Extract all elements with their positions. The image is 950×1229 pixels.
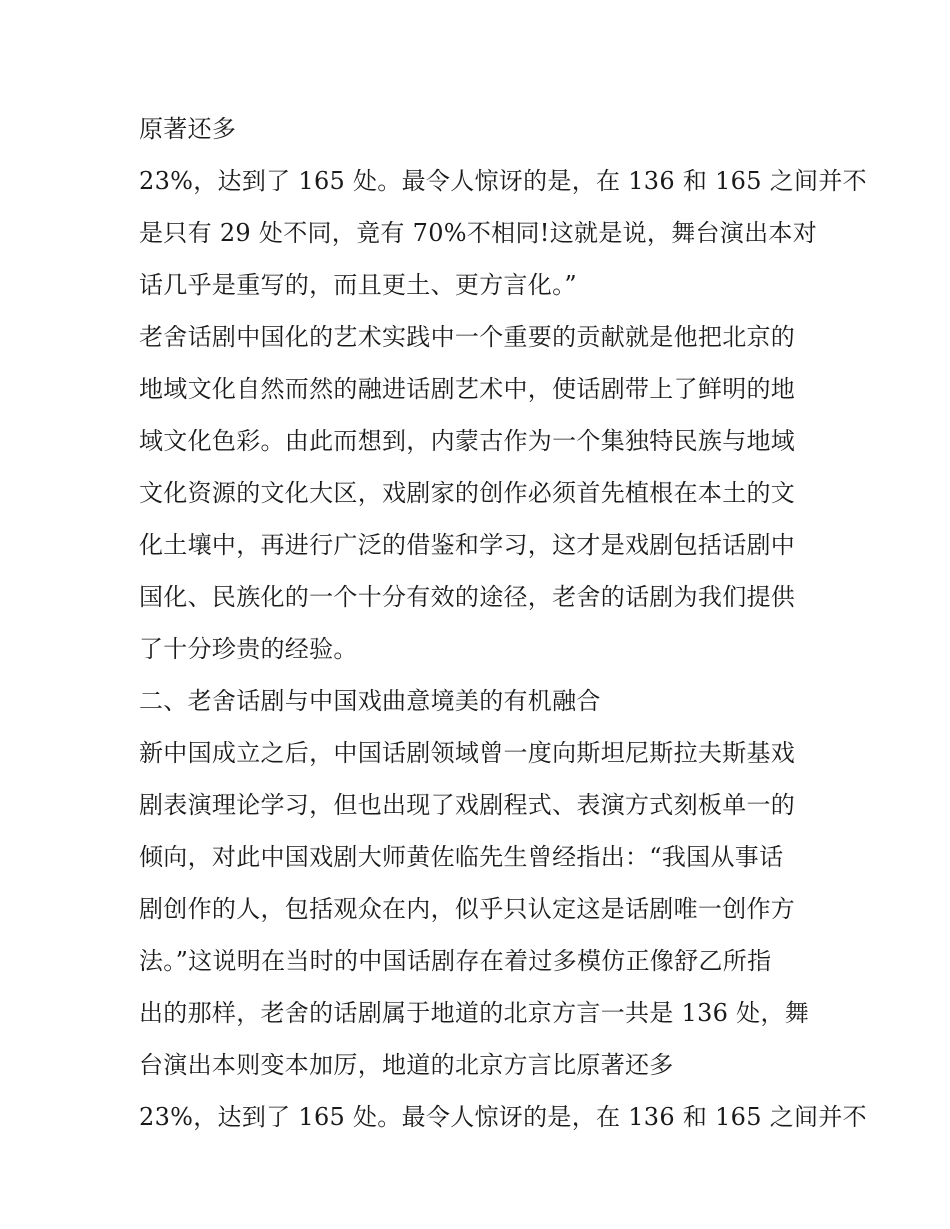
text-line: 台演出本则变本加厉，地道的北京方言比原著还多 [139, 1051, 674, 1079]
text-line: 倾向，对此中国戏剧大师黄佐临先生曾经指出：“我国从事话 [139, 843, 784, 871]
text-line: 23%，达到了 165 处。最令人惊讶的是，在 136 和 165 之间并不 [139, 1103, 867, 1131]
text-line: 原著还多 [139, 115, 237, 143]
paragraph-start-line: 新中国成立之后，中国话剧领域曾一度向斯坦尼斯拉夫斯基戏 [139, 739, 796, 767]
text-line: 国化、民族化的一个十分有效的途径，老舍的话剧为我们提供 [139, 583, 796, 611]
text-line: 23%，达到了 165 处。最令人惊讶的是，在 136 和 165 之间并不 [139, 167, 867, 195]
text-line: 话几乎是重写的，而且更土、更方言化。” [139, 271, 577, 299]
text-line: 剧创作的人，包括观众在内，似乎只认定这是话剧唯一创作方 [139, 895, 796, 923]
text-line: 文化资源的文化大区，戏剧家的创作必须首先植根在本土的文 [139, 479, 796, 507]
section-heading: 二、老舍话剧与中国戏曲意境美的有机融合 [139, 687, 601, 715]
text-line: 剧表演理论学习，但也出现了戏剧程式、表演方式刻板单一的 [139, 791, 796, 819]
text-line: 域文化色彩。由此而想到，内蒙古作为一个集独特民族与地域 [139, 427, 796, 455]
text-line: 法。”这说明在当时的中国话剧存在着过多模仿正像舒乙所指 [139, 947, 772, 975]
paragraph-start-line: 老舍话剧中国化的艺术实践中一个重要的贡献就是他把北京的 [139, 323, 796, 351]
text-line: 化土壤中，再进行广泛的借鉴和学习，这才是戏剧包括话剧中 [139, 531, 796, 559]
text-line: 是只有 29 处不同，竟有 70%不相同!这就是说，舞台演出本对 [139, 219, 818, 247]
text-line: 了十分珍贵的经验。 [139, 635, 358, 663]
text-line: 地域文化自然而然的融进话剧艺术中，使话剧带上了鲜明的地 [139, 375, 796, 403]
text-line: 出的那样，老舍的话剧属于地道的北京方言一共是 136 处，舞 [139, 999, 810, 1027]
